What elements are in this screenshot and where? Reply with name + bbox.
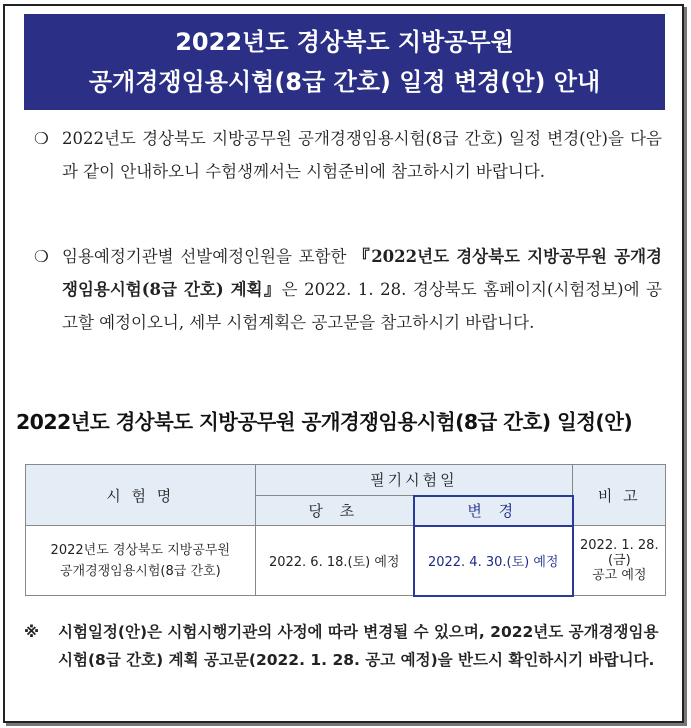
header-note: 비 고 [573,465,666,526]
bullet-icon: ❍ [34,129,49,148]
footnote-text: 시험일정(안)은 시험시행기관의 사정에 따라 변경될 수 있으며, 2022년도 공개경쟁임용시험(8급 간호) 계획 공고문(2022. 1. 28. 공고 예정)을 반드시 확인하시기 바랍니다. [58,623,659,669]
table-row [26,526,666,596]
paragraph-1 [34,122,662,188]
paragraph-2 [34,240,662,339]
schedule-table [25,464,666,597]
exam-name-line-1: 2022년도 경상북도 지방공무원 [50,542,231,558]
footnote [24,618,672,674]
note-cell [573,526,666,596]
changed-date-cell: 2022. 4. 30.(토) 예정 [414,526,573,596]
paragraph-2-text [62,240,662,339]
section-title: 2022년도 경상북도 지방공무원 공개경쟁임용시험(8급 간호) 일정(안) [16,410,633,434]
original-date-cell: 2022. 6. 18.(토) 예정 [255,526,414,596]
title-banner [24,14,665,110]
paragraph-1-text: 2022년도 경상북도 지방공무원 공개경쟁임용시험(8급 간호) 일정 변경(안)을 다음과 같이 안내하오니 수험생께서는 시험준비에 참고하시기 바랍니다. [62,129,662,181]
paragraph-2-post: 은 2022. 1. 28. 경상북도 홈페이지(시험정보)에 공고할 예정이오니, 세부 시험계획은 공고문을 참고하시기 바랍니다. [62,280,662,332]
banner-line-1: 2022년도 경상북도 지방공무원 [175,28,514,56]
note-line-2: 공고 예정 [592,568,647,583]
exam-name-line-2: 공개경쟁임용시험(8급 간호) [59,563,221,579]
header-exam-name: 시 험 명 [26,465,256,526]
header-original: 당 초 [255,496,414,526]
notice-frame [3,4,684,723]
header-changed: 변 경 [414,496,573,526]
note-line-1: 2022. 1. 28.(금) [580,538,659,568]
exam-name-cell [26,526,256,596]
paragraph-2-plan-title: 『2022년도 경상북도 지방공무원 공개경쟁임용시험(8급 간호) 계획』 [62,247,662,299]
bullet-icon: ❍ [34,247,49,266]
reference-mark-icon: ※ [24,623,40,641]
paragraph-2-pre: 임용예정기관별 선발예정인원을 포함한 [62,247,354,266]
header-written-exam: 필기시험일 [255,465,573,496]
banner-line-2: 공개경쟁임용시험(8급 간호) 일정 변경(안) 안내 [88,68,601,96]
